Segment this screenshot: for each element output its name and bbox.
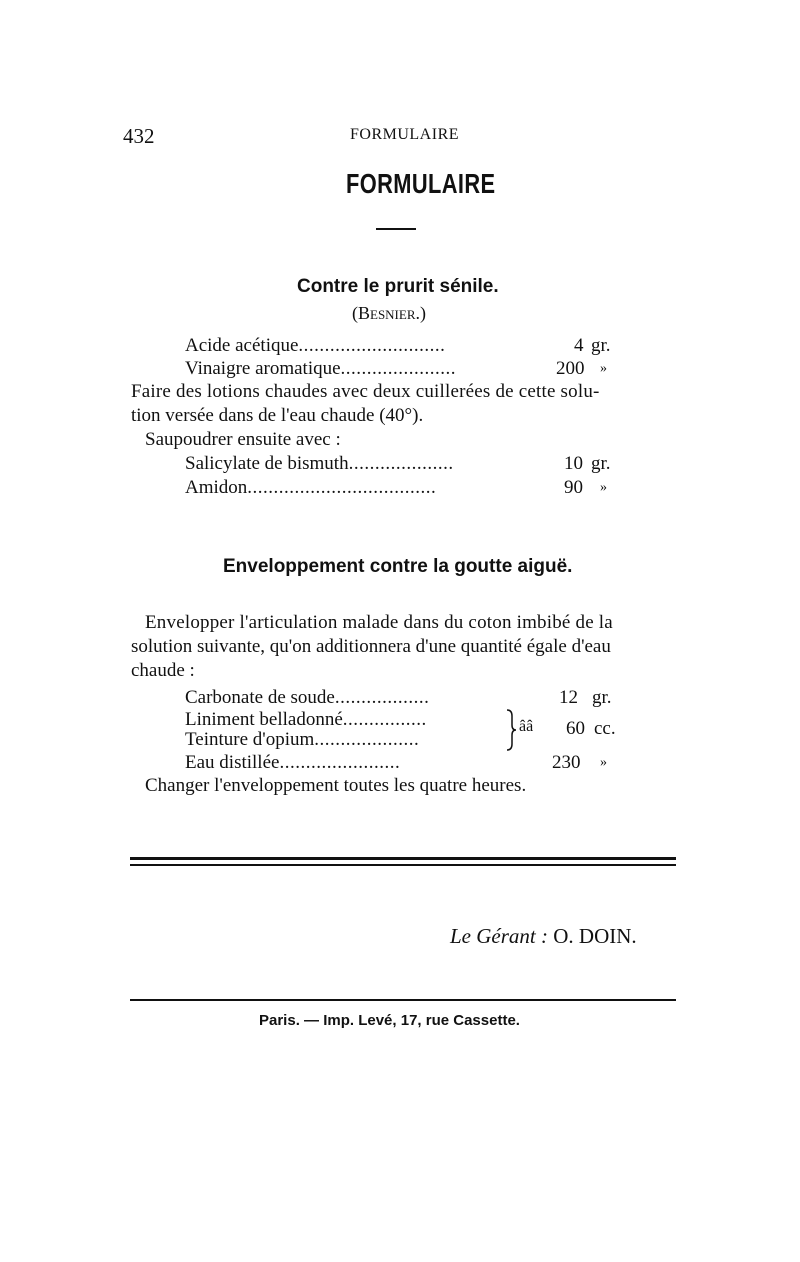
bracket-qty: 60	[566, 718, 585, 739]
item-unit: »	[600, 755, 607, 770]
item-vinaigre	[185, 357, 456, 380]
section1-author: (Besnier.)	[352, 303, 426, 323]
item-name: Eau distillée	[185, 752, 280, 773]
page-number: 432	[123, 124, 155, 148]
leader-dots: ....................................	[247, 477, 437, 498]
item-name: Teinture d'opium	[185, 729, 315, 750]
bracket-label: ââ	[519, 718, 534, 735]
section1-heading: Contre le prurit sénile.	[297, 276, 499, 297]
section1-paragraph: Saupoudrer ensuite avec :	[145, 429, 341, 450]
imprint: Paris. — Imp. Levé, 17, rue Cassette.	[259, 1012, 520, 1029]
leader-dots: ................	[342, 709, 427, 730]
item-acide-acetique	[185, 334, 445, 357]
item-unit: gr.	[592, 687, 612, 708]
page-title: FORMULAIRE	[346, 168, 496, 199]
section1-paragraph: tion versée dans de l'eau chaude (40°).	[131, 405, 424, 426]
item-carbonate	[185, 686, 429, 709]
item-name: Acide acétique	[185, 335, 299, 356]
item-qty: 10	[564, 453, 583, 474]
item-eau	[185, 751, 400, 774]
item-unit: »	[600, 480, 607, 495]
title-divider	[376, 228, 416, 230]
item-qty: 200	[556, 358, 585, 379]
item-qty: 230	[552, 752, 581, 773]
item-name: Liniment belladonné	[185, 709, 343, 730]
signature-label: Le Gérant :	[450, 924, 548, 948]
bracket-unit: cc.	[594, 718, 616, 739]
signature-name: O. DOIN.	[553, 924, 637, 948]
leader-dots: ............................	[298, 335, 446, 356]
item-salicylate	[185, 452, 454, 475]
section2-heading: Enveloppement contre la goutte aiguë.	[223, 556, 573, 577]
item-qty: 90	[564, 477, 583, 498]
leader-dots: .......................	[279, 752, 401, 773]
section2-closing: Changer l'enveloppement toutes les quatre heures.	[145, 775, 527, 796]
item-qty: 12	[559, 687, 578, 708]
item-qty: 4	[574, 335, 584, 356]
item-name: Amidon	[185, 477, 248, 498]
leader-dots: ......................	[340, 358, 457, 379]
double-rule-bottom	[130, 864, 676, 866]
item-unit: »	[600, 361, 607, 376]
leader-dots: ....................	[314, 729, 420, 750]
imprint-rule	[130, 999, 676, 1001]
leader-dots: ..................	[334, 687, 430, 708]
brace-icon	[504, 708, 518, 752]
section1-paragraph: Faire des lotions chaudes avec deux cuillerées de cette solu-	[131, 381, 600, 402]
item-name: Salicylate de bismuth	[185, 453, 349, 474]
item-name: Carbonate de soude	[185, 687, 335, 708]
section2-paragraph: chaude :	[131, 660, 195, 681]
running-title: FORMULAIRE	[350, 126, 460, 143]
double-rule-top	[130, 857, 676, 860]
signature	[450, 924, 637, 949]
leader-dots: ....................	[348, 453, 454, 474]
section2-paragraph: solution suivante, qu'on additionnera d'une quantité égale d'eau	[131, 636, 611, 657]
section2-paragraph: Envelopper l'articulation malade dans du coton imbibé de la	[145, 612, 613, 633]
item-teinture	[185, 728, 419, 751]
item-unit: gr.	[591, 335, 611, 356]
item-unit: gr.	[591, 453, 611, 474]
item-amidon	[185, 476, 436, 499]
item-name: Vinaigre aromatique	[185, 358, 341, 379]
